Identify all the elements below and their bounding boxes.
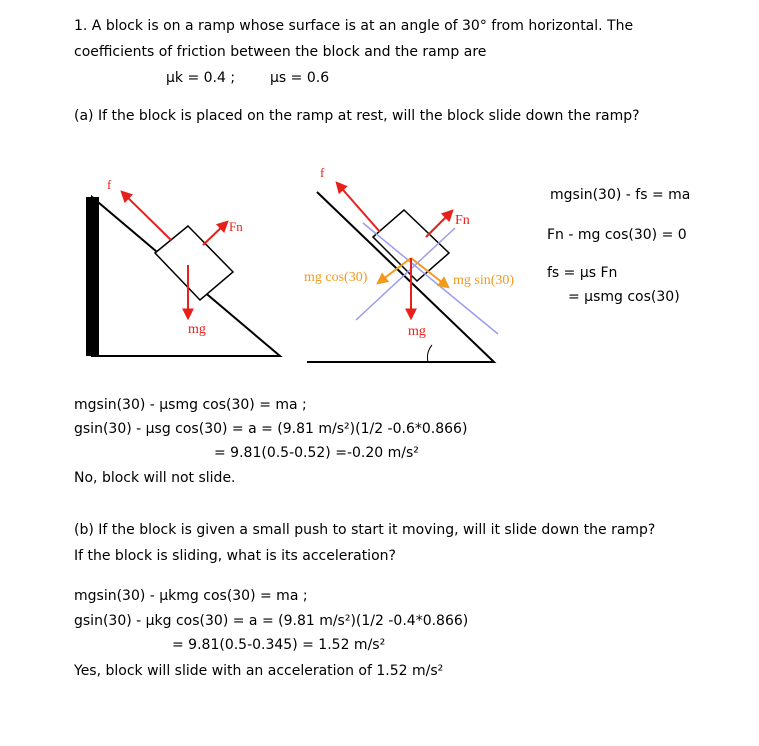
- part-a-question: (a) If the block is placed on the ramp at rest, will the block slide down the ramp?: [74, 108, 640, 124]
- mg-cos-label: mg cos(30): [304, 270, 368, 285]
- side-eq-1: mgsin(30) - fs = ma: [550, 187, 691, 203]
- part-b-question-2: If the block is sliding, what is its acceleration?: [74, 548, 396, 564]
- side-eq-4: = μsmg cos(30): [568, 289, 680, 305]
- right-f-label: f: [320, 165, 325, 180]
- part-a-eq-2: gsin(30) - μsg cos(30) = a = (9.81 m/s²)(1/2 -0.6*0.866): [74, 421, 468, 437]
- part-b-conclusion: Yes, block will slide with an acceleration of 1.52 m/s²: [74, 663, 444, 679]
- angle-arc: [428, 345, 432, 362]
- part-b-eq-3: = 9.81(0.5-0.345) = 1.52 m/s²: [172, 637, 386, 653]
- right-fn-label: Fn: [455, 213, 470, 228]
- mu-k-value: μk = 0.4 ;: [166, 70, 236, 86]
- part-a-conclusion: No, block will not slide.: [74, 470, 236, 486]
- part-a-eq-3: = 9.81(0.5-0.52) =-0.20 m/s²: [214, 445, 419, 461]
- left-normal-arrow: [203, 222, 227, 245]
- left-mg-label: mg: [188, 322, 206, 337]
- left-ramp-diagram: [86, 177, 280, 356]
- right-friction-arrow: [337, 183, 380, 232]
- left-fn-label: Fn: [229, 219, 243, 234]
- right-ramp-diagram: [304, 165, 514, 362]
- mu-s-value: μs = 0.6: [270, 70, 330, 86]
- left-friction-arrow: [122, 192, 171, 240]
- part-b-question-1: (b) If the block is given a small push to start it moving, will it slide down the ramp?: [74, 522, 656, 538]
- side-eq-3: fs = μs Fn: [547, 265, 618, 281]
- part-b-eq-1: mgsin(30) - μkmg cos(30) = ma ;: [74, 588, 308, 604]
- problem-line-2: coefficients of friction between the block and the ramp are: [74, 44, 487, 60]
- side-eq-2: Fn - mg cos(30) = 0: [547, 227, 687, 243]
- part-b-eq-2: gsin(30) - μkg cos(30) = a = (9.81 m/s²)(1/2 -0.4*0.866): [74, 613, 469, 629]
- problem-line-1: 1. A block is on a ramp whose surface is at an angle of 30° from horizontal. The: [74, 18, 634, 34]
- part-a-eq-1: mgsin(30) - μsmg cos(30) = ma ;: [74, 397, 307, 413]
- left-f-label: f: [107, 177, 112, 192]
- right-normal-arrow: [426, 211, 452, 237]
- mg-sin-label: mg sin(30): [453, 273, 515, 288]
- right-mg-label: mg: [408, 324, 426, 339]
